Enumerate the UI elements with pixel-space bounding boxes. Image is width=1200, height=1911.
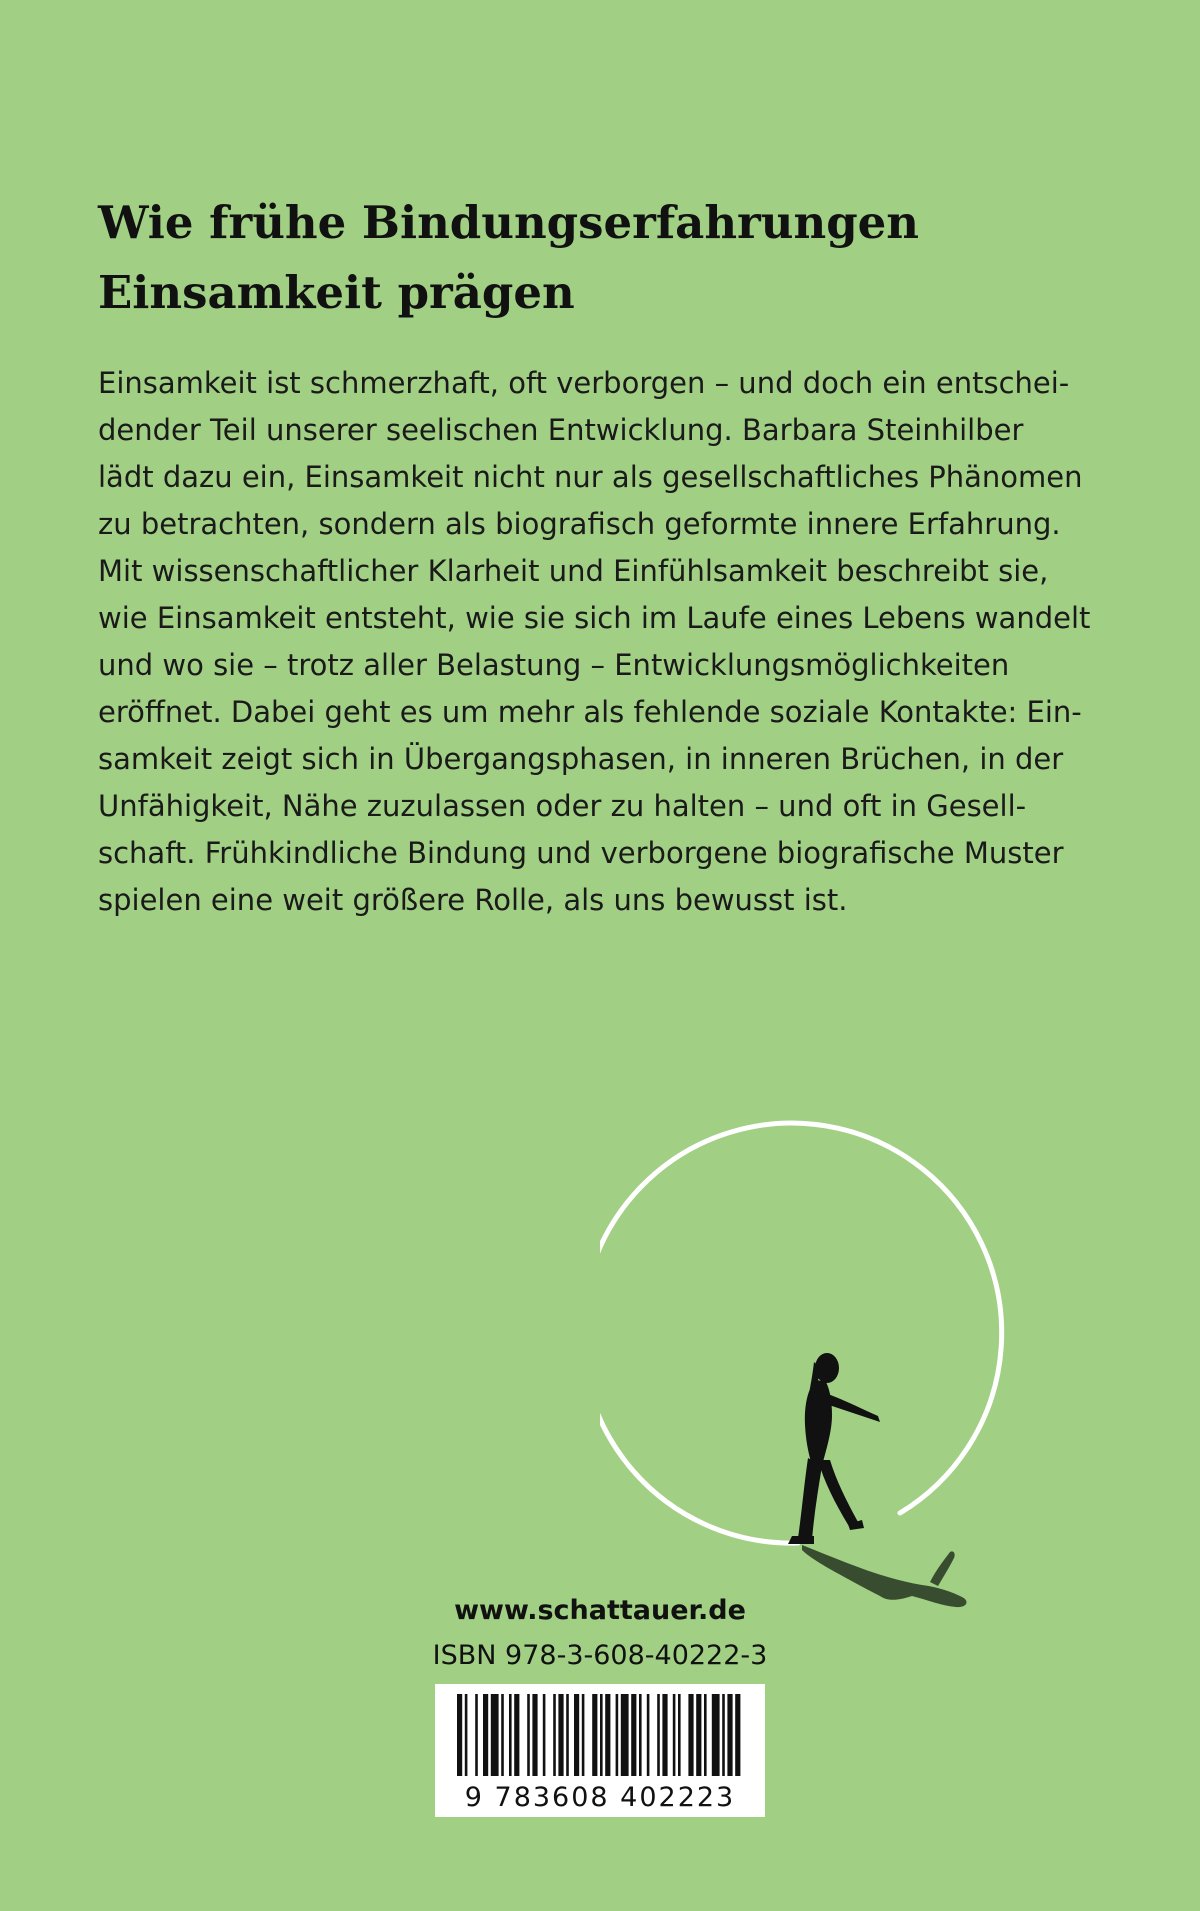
barcode-bar — [639, 1694, 642, 1776]
barcode-bar — [662, 1694, 667, 1776]
barcode-bar — [621, 1694, 629, 1776]
walking-figure-illustration — [600, 1110, 1030, 1630]
blurb-line-11: schaft. Frühkindliche Bindung und verborgene biografische Muster — [98, 836, 1064, 870]
barcode-bar — [566, 1694, 569, 1776]
headline-line-1: Wie frühe Bindungserfahrungen — [98, 196, 920, 249]
barcode-bar — [712, 1694, 720, 1776]
barcode-bar — [735, 1694, 740, 1776]
blurb-line-1: Einsamkeit ist schmerzhaft, oft verborgen – und doch ein entschei- — [98, 366, 1070, 400]
barcode-bar — [527, 1694, 530, 1776]
barcode-bar — [616, 1694, 619, 1776]
barcode-bar — [582, 1694, 585, 1776]
barcode-bar — [592, 1694, 597, 1776]
blurb-text — [98, 360, 1118, 924]
barcode-bar — [475, 1694, 478, 1776]
barcode-bar — [491, 1694, 499, 1776]
walking-woman-icon — [788, 1353, 880, 1544]
barcode-bar — [657, 1694, 660, 1776]
barcode-bar — [543, 1694, 546, 1776]
barcode-bar — [688, 1694, 693, 1776]
blurb-line-7: und wo sie – trotz aller Belastung – Entwicklungsmöglichkeiten — [98, 648, 1010, 682]
headline — [98, 188, 1098, 328]
barcode-bar — [704, 1694, 707, 1776]
blurb-line-2: dender Teil unserer seelischen Entwicklung. Barbara Steinhilber — [98, 413, 1024, 447]
blurb-line-4: zu betrachten, sondern als biografisch geformte innere Erfahrung. — [98, 507, 1061, 541]
headline-line-2: Einsamkeit prägen — [98, 266, 575, 319]
barcode-bar — [631, 1694, 636, 1776]
barcode — [435, 1684, 765, 1817]
barcode-bar — [722, 1694, 725, 1776]
barcode-bar — [483, 1694, 488, 1776]
blurb-line-10: Unfähigkeit, Nähe zuzulassen oder zu halten – und oft in Gesell- — [98, 789, 1027, 823]
barcode-bar — [673, 1694, 676, 1776]
barcode-bar — [532, 1694, 537, 1776]
barcode-bar — [501, 1694, 504, 1776]
barcode-bar — [558, 1694, 563, 1776]
barcode-bar — [696, 1694, 701, 1776]
barcode-bar — [465, 1694, 468, 1776]
blurb-line-8: eröffnet. Dabei geht es um mehr als fehlende soziale Kontakte: Ein- — [98, 695, 1082, 729]
figure-shadow-icon — [802, 1545, 967, 1607]
barcode-bar — [553, 1694, 556, 1776]
barcode-bar — [600, 1694, 603, 1776]
barcode-bar — [574, 1694, 579, 1776]
blurb-line-3: lädt dazu ein, Einsamkeit nicht nur als gesellschaftliches Phänomen — [98, 460, 1083, 494]
blurb-line-12: spielen eine weit größere Rolle, als uns bewusst ist. — [98, 883, 848, 917]
blurb-line-5: Mit wissenschaftlicher Klarheit und Einfühlsamkeit beschreibt sie, — [98, 554, 1049, 588]
barcode-digits: 9 783608 402223 — [435, 1782, 765, 1813]
blurb-line-9: samkeit zeigt sich in Übergangsphasen, in inneren Brüchen, in der — [98, 742, 1064, 776]
publisher-url[interactable]: www.schattauer.de — [454, 1595, 746, 1626]
barcode-bar — [514, 1694, 519, 1776]
barcode-bar — [457, 1694, 462, 1776]
barcode-bar — [605, 1694, 610, 1776]
barcode-bar — [727, 1694, 732, 1776]
isbn-number: ISBN 978-3-608-40222-3 — [432, 1640, 768, 1671]
blurb-line-6: wie Einsamkeit entsteht, wie sie sich im Laufe eines Lebens wandelt — [98, 601, 1091, 635]
barcode-bar — [647, 1694, 650, 1776]
barcode-bar — [509, 1694, 512, 1776]
open-circle-icon — [600, 1123, 1002, 1543]
barcode-bar — [678, 1694, 681, 1776]
